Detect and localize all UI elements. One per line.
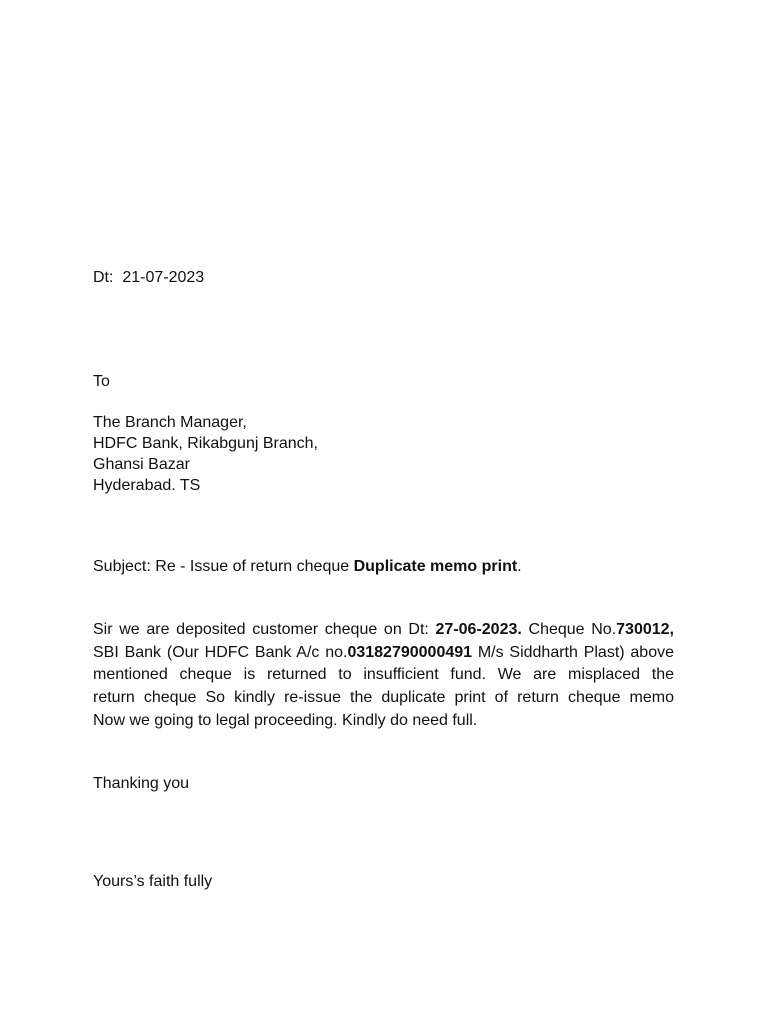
recipient-address	[93, 412, 318, 496]
letter-signoff: Yours’s faith fully	[93, 873, 213, 890]
address-line: HDFC Bank, Rikabgunj Branch,	[93, 435, 318, 452]
letter-body	[93, 619, 674, 733]
subject-prefix: Subject: Re - Issue of return cheque	[93, 558, 354, 575]
deposit-date: 27-06-2023.	[435, 621, 522, 638]
body-text: SBI Bank (Our HDFC Bank A/c no.	[93, 643, 348, 661]
recipient-to: To	[93, 373, 110, 390]
subject-bold: Duplicate memo print	[353, 558, 518, 575]
letter-closing: Thanking you	[93, 775, 190, 792]
body-line	[93, 619, 674, 642]
body-line: return cheque So kindly re-issue the duplicate print of return cheque memo	[93, 689, 674, 707]
subject-suffix: .	[517, 558, 522, 575]
address-line: The Branch Manager,	[93, 414, 247, 431]
body-text: M/s Siddharth Plast) above	[472, 643, 674, 661]
address-line: Ghansi Bazar	[93, 456, 190, 473]
account-number: 03182790000491	[347, 643, 473, 661]
body-line: mentioned cheque is returned to insufficient fund. We are misplaced the	[93, 666, 674, 684]
letter-date: Dt: 21-07-2023	[93, 269, 205, 286]
letter-subject	[93, 556, 522, 577]
body-line	[93, 642, 674, 665]
body-text: Sir we are deposited customer cheque on Dt:	[93, 621, 436, 638]
address-line: Hyderabad. TS	[93, 477, 201, 494]
body-text: Cheque No.	[521, 621, 617, 638]
body-line: Now we going to legal proceeding. Kindly do need full.	[93, 711, 478, 729]
cheque-number: 730012,	[616, 621, 674, 638]
